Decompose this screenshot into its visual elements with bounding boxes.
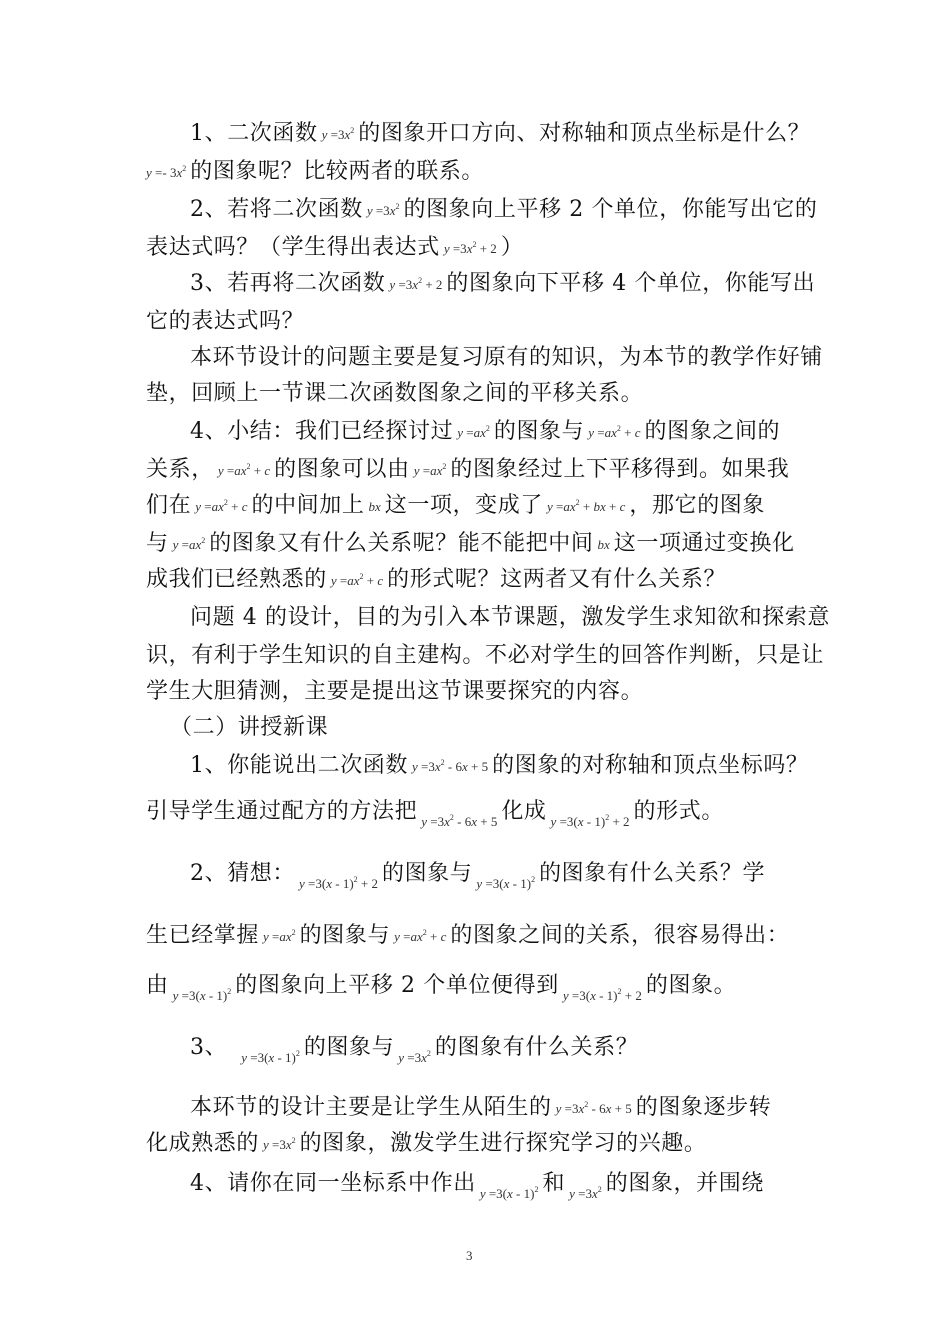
formula-y-3x2-plus2: $y =3x^2 + 2$ <box>389 276 443 292</box>
text-line: 1、二次函数 $y =3x^2$ 的图象开口方向、对称轴和顶点坐标是什么？ <box>190 121 811 146</box>
formula-y-3-x-1-2: y =3(x - 1)2 <box>476 875 536 891</box>
formula-y-ax2-plus-c: $y =ax^2 + c$ <box>588 424 641 440</box>
formula-y-3x2-6x-5: y =3x2 - 6x + 5 <box>421 813 498 829</box>
formula-y-ax2-plus-c: $y =ax^2 + c$ <box>217 462 271 478</box>
text-line: $y =- 3x^2$ 的图象呢？比较两者的联系。 <box>146 159 485 184</box>
text-line: 与$y =ax^2$ 的图象又有什么关系呢？能不能把中间 bx 这一项通过变换化 <box>146 531 795 556</box>
text-line: 化成熟悉的 $y =3x^2$ 的图象，激发学生进行探究学习的兴趣。 <box>146 1131 707 1156</box>
formula-y-3x2: y =3x2 <box>569 1185 602 1201</box>
formula-y-ax2-plus-c: $y =ax^2 + c$ <box>195 498 248 514</box>
formula-y-3-x-1-2-plus2: y =3(x - 1)2 + 2 <box>299 875 378 891</box>
text-line: 它的表达式吗？ <box>146 309 305 334</box>
text-line: 生已经掌握 $y =ax^2$ 的图象与 $y =ax^2 + c$ 的图象之间的关系，很容易得出： <box>146 923 790 948</box>
formula-y-ax2: $y =ax^2$ <box>413 462 447 478</box>
formula-y-3x2-plus2: $y =3x^2 + 2$ <box>443 240 497 256</box>
text-line: 学生大胆猜测，主要是提出这节课要探究的内容。 <box>146 679 644 704</box>
text-line: 2、猜想： $_{y =3(x - 1)^2 + 2}$ 的图象与 $_{y =3(x - 1)^2}$ 的图象有什么关系？学 <box>190 861 766 891</box>
formula-y-3-x-1-2-plus2: y =3(x - 1)2 + 2 <box>562 987 642 1003</box>
formula-y-3x2-6x-5: $y =3x^2 - 6x + 5$ <box>412 758 489 774</box>
text-line: 4、请你在同一坐标系中作出 $_{y =3(x - 1)^2}$ 和 $_{y =3x^2}$ 的图象，并围绕 <box>190 1171 764 1201</box>
text-line: 问题 4 的设计，目的为引入本节课题，激发学生求知欲和探索意 <box>190 605 830 630</box>
text-line: 3、若再将二次函数 $y =3x^2 + 2$ 的图象向下平移 4 个单位，你能写出 <box>190 271 816 296</box>
text-line: 3、 $_{y =3(x - 1)^2}$ 的图象与 $_{y =3x^2}$ 的图象有什么关系？ <box>190 1035 639 1065</box>
formula-y-ax2-plus-c: $y =ax^2 + c$ <box>394 928 447 944</box>
text-line: 关系， $y =ax^2 + c$ 的图象可以由 $y =ax^2$ 的图象经过上下平移得到。如果我 <box>146 457 790 482</box>
formula-y-3-x-1-2: y =3(x - 1)2 <box>241 1049 300 1065</box>
formula-y-3x2: $y =3x^2$ <box>321 126 355 142</box>
formula-y-3-x-1-2-plus2: y =3(x - 1)2 + 2 <box>550 813 630 829</box>
text-line: 本环节的设计主要是让学生从陌生的 $y =3x^2 - 6x + 5$ 的图象逐步转 <box>190 1095 772 1120</box>
text-line: 由 $_{y =3(x - 1)^2}$ 的图象向上平移 2 个单位便得到 $_{y =3(x - 1)^2 + 2}$ 的图象。 <box>146 973 737 1003</box>
formula-y-ax2: $y =ax^2$ <box>457 424 490 440</box>
formula-y-3-x-1-2: y =3(x - 1)2 <box>479 1185 539 1201</box>
formula-y-ax2-plus-c: $y =ax^2 + c$ <box>330 572 384 588</box>
formula-y-ax2: $y =ax^2$ <box>263 928 296 944</box>
text-line: 们在 $y =ax^2 + c$ 的中间加上 bx 这一项，变成了 $y =ax^2$ + bx + c ，那它的图象 <box>146 493 765 518</box>
formula-bx: bx <box>368 499 381 514</box>
text-line: 4、小结：我们已经探讨过 $y =ax^2$ 的图象与 $y =ax^2 + c$ 的图象之间的 <box>190 419 781 444</box>
text-line: 本环节设计的问题主要是复习原有的知识，为本节的教学作好铺 <box>190 345 823 370</box>
text-line: 垫，回顾上一节课二次函数图象之间的平移关系。 <box>146 381 644 406</box>
formula-y-3x2: $y =3x^2$ <box>366 202 400 218</box>
formula-y-ax2-bx-c: $y =ax^2$ + bx + c <box>546 498 626 514</box>
text-line: 识，有利于学生知识的自主建构。不必对学生的回答作判断，只是让 <box>146 643 825 668</box>
formula-y-ax2: $y =ax^2$ <box>172 536 206 552</box>
formula-y-3x2: $y =3x^2$ <box>263 1136 296 1152</box>
formula-bx: bx <box>597 537 610 552</box>
page-number: 3 <box>466 1248 473 1263</box>
text-line: 成我们已经熟悉的 $y =ax^2 + c$ 的形式呢？这两者又有什么关系？ <box>146 567 727 592</box>
formula-y-3x2: y =3x2 <box>398 1049 431 1065</box>
text-line: 引导学生通过配方的方法把 $_{y =3x^2 - 6x + 5}$ 化成 $_{y =3(x - 1)^2 + 2}$ 的形式。 <box>146 799 724 829</box>
formula-y-neg3x2: $y =- 3x^2$ <box>146 164 187 180</box>
text-line: 表达式吗？（学生得出表达式 $y =3x^2 + 2$ ） <box>146 235 524 260</box>
formula-y-3x2-6x-5: $y =3x^2 - 6x + 5$ <box>555 1100 632 1116</box>
section-heading: （二）讲授新课 <box>170 715 329 740</box>
text-line: 2、若将二次函数 $y =3x^2$ 的图象向上平移 2 个单位，你能写出它的 <box>190 197 818 222</box>
text-line: 1、你能说出二次函数 $y =3x^2 - 6x + 5$ 的图象的对称轴和顶点坐标吗？ <box>190 753 809 778</box>
formula-y-3-x-1-2: y =3(x - 1)2 <box>172 987 232 1003</box>
